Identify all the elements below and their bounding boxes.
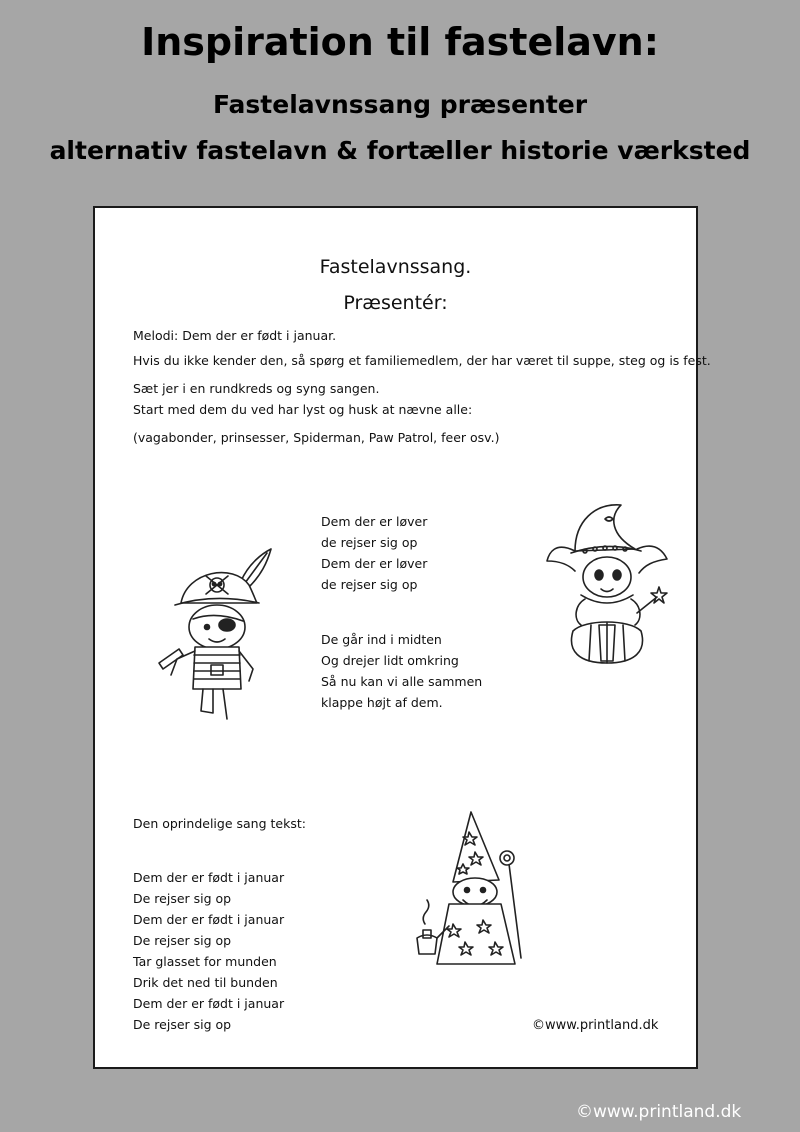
verse-1-line: de rejser sig op — [321, 577, 418, 592]
original-lyrics-line: Dem der er født i januar — [133, 870, 285, 885]
footer-credit: ©www.printland.dk — [576, 1102, 742, 1122]
song-card — [93, 206, 711, 1069]
wizard-illustration — [413, 808, 543, 976]
pirate-illustration — [153, 541, 279, 721]
intro-line: Hvis du ikke kender den, så spørg et familiemedlem, der har været til suppe, steg og is fest. — [133, 353, 711, 368]
princess-illustration — [545, 501, 675, 667]
card-credit: ©www.printland.dk — [532, 1018, 659, 1033]
verse-2-line: Og drejer lidt omkring — [321, 653, 459, 668]
verse-2-line: De går ind i midten — [321, 632, 442, 647]
original-lyrics-line: De rejser sig op — [133, 891, 232, 906]
original-lyrics-line: De rejser sig op — [133, 933, 232, 948]
page-subtitle-1: Fastelavnssang præsenter — [212, 90, 588, 119]
original-lyrics-label: Den oprindelige sang tekst: — [133, 816, 306, 831]
original-lyrics-line: Tar glasset for munden — [133, 954, 277, 969]
intro-melody: Melodi: Dem der er født i januar. — [133, 328, 337, 343]
original-lyrics-line: Drik det ned til bunden — [133, 975, 278, 990]
verse-2-line: klappe højt af dem. — [321, 695, 443, 710]
song-title: Fastelavnssang. — [319, 256, 472, 278]
verse-1-line: Dem der er løver — [321, 514, 428, 529]
page-title: Inspiration til fastelavn: — [141, 20, 659, 64]
intro-line: Start med dem du ved har lyst og husk at nævne alle: — [133, 402, 473, 417]
intro-line: Sæt jer i en rundkreds og syng sangen. — [133, 381, 380, 396]
original-lyrics-line: De rejser sig op — [133, 1017, 232, 1032]
intro-line: (vagabonder, prinsesser, Spiderman, Paw Patrol, feer osv.) — [133, 430, 500, 445]
original-lyrics-line: Dem der er født i januar — [133, 912, 285, 927]
verse-2-line: Så nu kan vi alle sammen — [321, 674, 483, 689]
verse-1-line: de rejser sig op — [321, 535, 418, 550]
original-lyrics-line: Dem der er født i januar — [133, 996, 285, 1011]
song-subtitle: Præsentér: — [343, 292, 448, 314]
verse-1-line: Dem der er løver — [321, 556, 428, 571]
page-subtitle-2: alternativ fastelavn & fortæller historie værksted — [49, 136, 751, 165]
